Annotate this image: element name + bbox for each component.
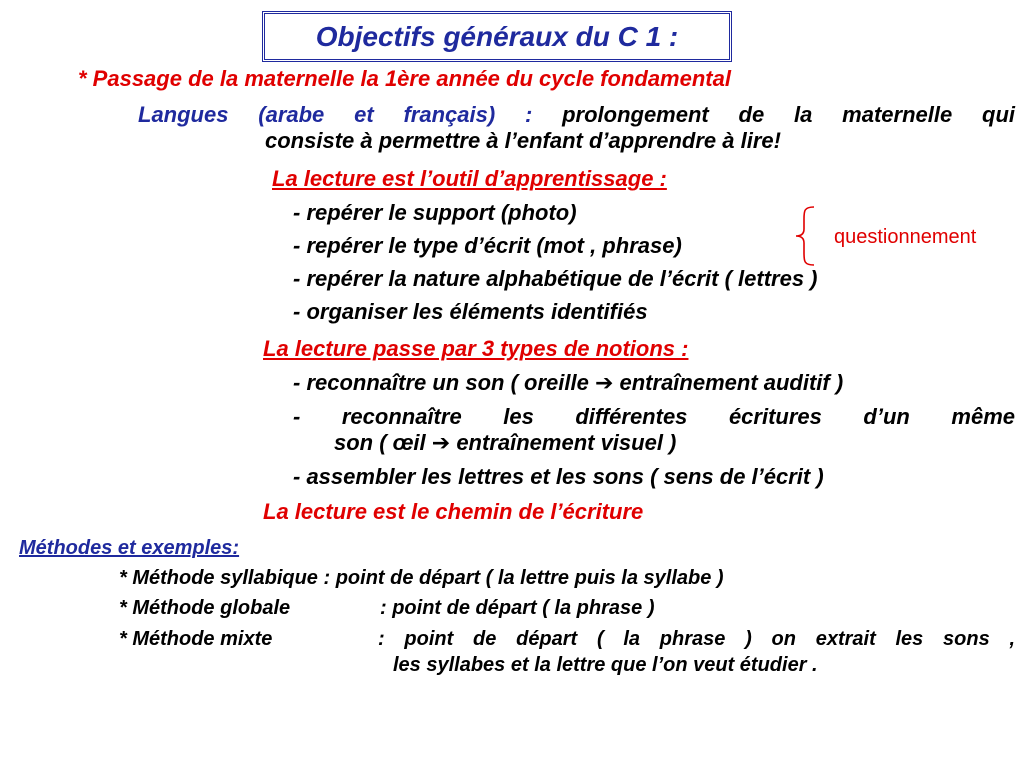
questionnement-label: questionnement: [834, 226, 977, 248]
section1-heading: La lecture est l’outil d’apprentissage :: [272, 166, 667, 191]
langues-line2: consiste à permettre à l’enfant d’apprendre à lire!: [265, 128, 781, 153]
langues-label: Langues (arabe et français) :: [138, 102, 563, 127]
arrow-right-icon: ➔: [594, 370, 614, 395]
langues-line1: [138, 102, 1015, 128]
page-title: Objectifs généraux du C 1 :: [315, 20, 679, 52]
title-box: [262, 11, 732, 62]
methode-globale-name: * Méthode globale: [119, 597, 291, 619]
section2-heading: La lecture passe par 3 types de notions :: [263, 336, 689, 361]
passage-line: * Passage de la maternelle la 1ère année du cycle fondamental: [78, 66, 731, 91]
section1-item-3: - repérer la nature alphabétique de l’écrit ( lettres ): [293, 266, 818, 291]
section3-heading: La lecture est le chemin de l’écriture: [263, 499, 644, 524]
curly-brace-icon: [790, 205, 820, 267]
section1-item-1: - repérer le support (photo): [293, 200, 577, 225]
arrow-right-icon: ➔: [431, 430, 451, 455]
langues-text1: prolongement de la maternelle qui: [562, 102, 1015, 127]
methode-syllabique: * Méthode syllabique : point de départ ( la lettre puis la syllabe ): [119, 567, 724, 589]
section2-item-3: - assembler les lettres et les sons ( sens de l’écrit ): [293, 464, 824, 489]
section2-item-1: - reconnaître un son ( oreille ➔ entraînement auditif ): [293, 370, 844, 395]
methode-mixte-name: * Méthode mixte: [119, 628, 273, 650]
methode-globale-desc: : point de départ ( la phrase ): [380, 597, 655, 619]
methode-mixte-desc-line1: : point de départ ( la phrase ) on extrait les sons ,: [378, 628, 1015, 650]
methode-mixte-desc-line2: les syllabes et la lettre que l’on veut étudier .: [393, 654, 818, 676]
methodes-heading: Méthodes et exemples:: [19, 537, 240, 559]
langues-block: [138, 102, 1015, 154]
section2-item-2-line2: son ( œil ➔ entraînement visuel ): [334, 430, 677, 455]
section1-item-4: - organiser les éléments identifiés: [293, 299, 648, 324]
section1-item-2: - repérer le type d’écrit (mot , phrase): [293, 233, 682, 258]
section2-item-2-line1: - reconnaître les différentes écritures d’un même: [293, 404, 1015, 429]
